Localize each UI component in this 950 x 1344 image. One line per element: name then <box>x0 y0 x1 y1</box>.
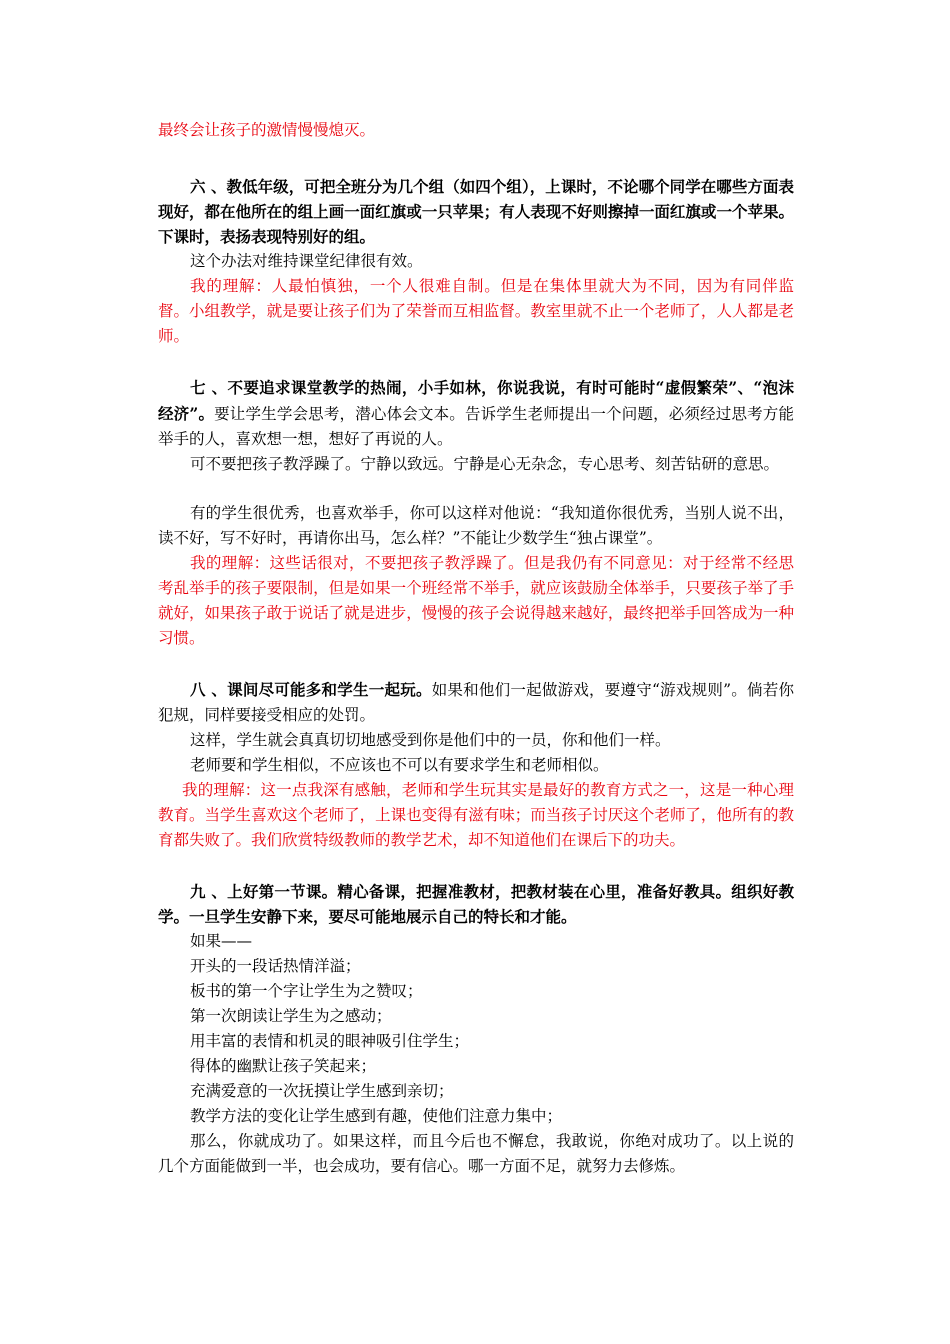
section-8-paragraph-1: 这样，学生就会真真切切地感受到你是他们中的一员，你和他们一样。 <box>190 731 671 749</box>
spacer <box>158 477 794 501</box>
spacer <box>158 349 794 375</box>
section-9-line: 教学方法的变化让学生感到有趣，使他们注意力集中； <box>190 1107 563 1125</box>
section-6-paragraph: 这个办法对维持课堂纪律很有效。 <box>190 252 423 270</box>
section-9-list <box>158 929 794 1129</box>
spacer <box>158 853 794 879</box>
section-9-line: 板书的第一个字让学生为之赞叹； <box>190 982 423 1000</box>
section-7-heading-bold: 七 、不要追求课堂教学的热闹，小手如林，你说我说，有时可能时“虚假繁荣”、“泡沫经济”。 <box>158 378 794 423</box>
section-7-understanding: 我的理解：这些话很对，不要把孩子教浮躁了。但是我仍有不同意见：对于经常不经思考乱举手的孩子要限制，但是如果一个班经常不举手，就应该鼓励全体举手，只要孩子举了手就好，如果孩子敢于说话了就是进步，慢慢的孩子会说得越来越好，最终把举手回答成为一种习惯。 <box>158 554 794 647</box>
section-8-paragraph-2: 老师要和学生相似，不应该也不可以有要求学生和老师相似。 <box>190 756 609 774</box>
section-9-closing: 那么，你就成功了。如果这样，而且今后也不懈怠，我敢说，你绝对成功了。以上说的几个方面能做到一半，也会成功，要有信心。哪一方面不足，就努力去修炼。 <box>158 1132 794 1175</box>
section-6-understanding: 我的理解：人最怕慎独，一个人很难自制。但是在集体里就大为不同，因为有同伴监督。小组教学，就是要让孩子们为了荣誉而互相监督。教室里就不止一个老师了，人人都是老师。 <box>158 277 794 345</box>
document-page <box>158 118 794 1179</box>
section-9-line: 得体的幽默让孩子笑起来； <box>190 1057 377 1075</box>
section-6-heading: 六 、教低年级，可把全班分为几个组（如四个组），上课时，不论哪个同学在哪些方面表现好，都在他所在的组上画一面红旗或一只苹果；有人表现不好则擦掉一面红旗或一个苹果。下课时，表扬表现特别好的组。 <box>158 177 794 246</box>
section-7-paragraph-2: 有的学生很优秀，也喜欢举手，你可以这样对他说：“我知道你很优秀，当别人说不出，读不好，写不好时，再请你出马，怎么样？”不能让少数学生“独占课堂”。 <box>158 504 794 547</box>
spacer <box>158 143 794 174</box>
section-tail-text: 最终会让孩子的激情慢慢熄灭。 <box>158 121 376 139</box>
spacer <box>158 651 794 677</box>
section-9-line: 开头的一段话热情洋溢； <box>190 957 361 975</box>
section-7-paragraph-1: 可不要把孩子教浮躁了。宁静以致远。宁静是心无杂念，专心思考、刻苦钻研的意思。 <box>190 455 780 473</box>
section-7-heading-rest: 要让学生学会思考，潜心体会文本。告诉学生老师提出一个问题，必须经过思考方能举手的人，喜欢想一想，想好了再说的人。 <box>158 405 794 448</box>
section-9-line: 用丰富的表情和机灵的眼神吸引住学生； <box>190 1032 470 1050</box>
section-8-heading-rest: 如果和他们一起做游戏，要遵守“游戏规则”。倘若你犯规，同样要接受相应的处罚。 <box>158 681 794 724</box>
section-9-line: 如果—— <box>190 932 253 950</box>
section-8-understanding: 我的理解：这一点我深有感触，老师和学生玩其实是最好的教育方式之一，这是一种心理教育。当学生喜欢这个老师了，上课也变得有滋有味；而当孩子讨厌这个老师了，他所有的教育都失败了。我们欣赏特级教师的教学艺术，却不知道他们在课后下的功夫。 <box>158 781 794 849</box>
section-8-heading <box>158 677 794 728</box>
section-9-heading: 九 、上好第一节课。精心备课，把握准教材，把教材装在心里，准备好教具。组织好教学。一旦学生安静下来，要尽可能地展示自己的特长和才能。 <box>158 882 794 926</box>
section-9-line: 第一次朗读让学生为之感动； <box>190 1007 392 1025</box>
section-7-heading <box>158 375 794 452</box>
section-9-line: 充满爱意的一次抚摸让学生感到亲切； <box>190 1082 454 1100</box>
section-8-heading-bold: 八 、课间尽可能多和学生一起玩。 <box>190 680 432 699</box>
